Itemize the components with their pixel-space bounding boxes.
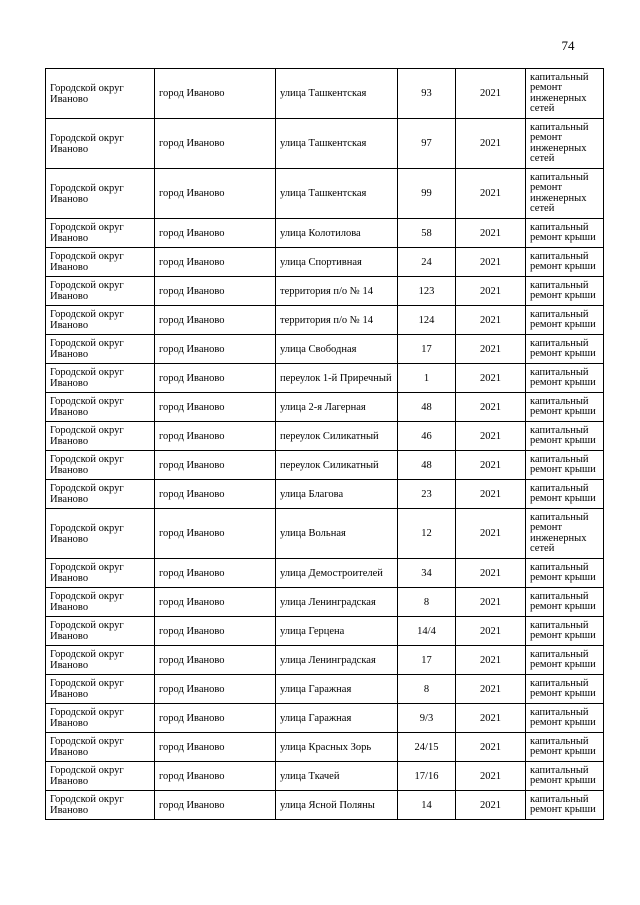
city-cell: город Иваново [155, 480, 276, 509]
year-cell: 2021 [456, 762, 526, 791]
street-cell: переулок Силикатный [276, 422, 398, 451]
work-type-cell: капитальный ремонт крыши [526, 480, 604, 509]
year-cell: 2021 [456, 704, 526, 733]
work-type-cell: капитальный ремонт инженерных сетей [526, 119, 604, 169]
street-cell: улица Спортивная [276, 248, 398, 277]
district-cell: Городской округ Иваново [46, 509, 155, 559]
district-cell: Городской округ Иваново [46, 219, 155, 248]
work-type-cell: капитальный ремонт крыши [526, 335, 604, 364]
house-cell: 8 [398, 675, 456, 704]
table-row [46, 704, 604, 733]
street-cell: улица Ташкентская [276, 169, 398, 219]
house-cell: 9/3 [398, 704, 456, 733]
district-cell: Городской округ Иваново [46, 646, 155, 675]
year-cell: 2021 [456, 169, 526, 219]
district-cell: Городской округ Иваново [46, 393, 155, 422]
table-row [46, 422, 604, 451]
table-row [46, 617, 604, 646]
street-cell: переулок Силикатный [276, 451, 398, 480]
year-cell: 2021 [456, 480, 526, 509]
city-cell: город Иваново [155, 306, 276, 335]
year-cell: 2021 [456, 69, 526, 119]
work-type-cell: капитальный ремонт инженерных сетей [526, 69, 604, 119]
district-cell: Городской округ Иваново [46, 364, 155, 393]
work-type-cell: капитальный ремонт крыши [526, 248, 604, 277]
house-cell: 48 [398, 393, 456, 422]
work-type-cell: капитальный ремонт крыши [526, 646, 604, 675]
street-cell: территория п/о № 14 [276, 277, 398, 306]
year-cell: 2021 [456, 422, 526, 451]
table-row [46, 733, 604, 762]
city-cell: город Иваново [155, 733, 276, 762]
house-cell: 124 [398, 306, 456, 335]
table-row [46, 559, 604, 588]
house-cell: 23 [398, 480, 456, 509]
year-cell: 2021 [456, 335, 526, 364]
street-cell: улица Гаражная [276, 675, 398, 704]
table-row [46, 364, 604, 393]
district-cell: Городской округ Иваново [46, 480, 155, 509]
district-cell: Городской округ Иваново [46, 733, 155, 762]
work-type-cell: капитальный ремонт инженерных сетей [526, 169, 604, 219]
street-cell: улица Красных Зорь [276, 733, 398, 762]
city-cell: город Иваново [155, 675, 276, 704]
house-cell: 17 [398, 646, 456, 675]
year-cell: 2021 [456, 451, 526, 480]
house-cell: 58 [398, 219, 456, 248]
city-cell: город Иваново [155, 69, 276, 119]
house-cell: 97 [398, 119, 456, 169]
work-type-cell: капитальный ремонт крыши [526, 422, 604, 451]
city-cell: город Иваново [155, 169, 276, 219]
city-cell: город Иваново [155, 791, 276, 820]
work-type-cell: капитальный ремонт крыши [526, 588, 604, 617]
table-row [46, 762, 604, 791]
house-cell: 12 [398, 509, 456, 559]
city-cell: город Иваново [155, 248, 276, 277]
district-cell: Городской округ Иваново [46, 119, 155, 169]
street-cell: улица Демостроителей [276, 559, 398, 588]
house-cell: 93 [398, 69, 456, 119]
district-cell: Городской округ Иваново [46, 69, 155, 119]
table-row [46, 588, 604, 617]
table-row [46, 393, 604, 422]
house-cell: 48 [398, 451, 456, 480]
page-number: 74 [561, 38, 575, 53]
city-cell: город Иваново [155, 277, 276, 306]
work-type-cell: капитальный ремонт крыши [526, 219, 604, 248]
street-cell: улица Ленинградская [276, 588, 398, 617]
table-row [46, 509, 604, 559]
district-cell: Городской округ Иваново [46, 169, 155, 219]
table-body [46, 69, 604, 820]
work-type-cell: капитальный ремонт крыши [526, 364, 604, 393]
city-cell: город Иваново [155, 219, 276, 248]
year-cell: 2021 [456, 248, 526, 277]
house-cell: 14/4 [398, 617, 456, 646]
house-cell: 34 [398, 559, 456, 588]
district-cell: Городской округ Иваново [46, 559, 155, 588]
district-cell: Городской округ Иваново [46, 675, 155, 704]
table-row [46, 306, 604, 335]
table-row [46, 451, 604, 480]
table-row [46, 277, 604, 306]
house-cell: 99 [398, 169, 456, 219]
year-cell: 2021 [456, 393, 526, 422]
year-cell: 2021 [456, 509, 526, 559]
year-cell: 2021 [456, 733, 526, 762]
district-cell: Городской округ Иваново [46, 791, 155, 820]
table-row [46, 646, 604, 675]
street-cell: улица Гаражная [276, 704, 398, 733]
house-cell: 14 [398, 791, 456, 820]
table-row [46, 248, 604, 277]
street-cell: территория п/о № 14 [276, 306, 398, 335]
table-row [46, 675, 604, 704]
district-cell: Городской округ Иваново [46, 335, 155, 364]
street-cell: переулок 1-й Приречный [276, 364, 398, 393]
street-cell: улица Ткачей [276, 762, 398, 791]
work-type-cell: капитальный ремонт крыши [526, 675, 604, 704]
work-type-cell: капитальный ремонт крыши [526, 617, 604, 646]
city-cell: город Иваново [155, 646, 276, 675]
street-cell: улица Ясной Поляны [276, 791, 398, 820]
table-row [46, 119, 604, 169]
street-cell: улица Колотилова [276, 219, 398, 248]
year-cell: 2021 [456, 791, 526, 820]
district-cell: Городской округ Иваново [46, 277, 155, 306]
city-cell: город Иваново [155, 704, 276, 733]
work-type-cell: капитальный ремонт крыши [526, 559, 604, 588]
work-type-cell: капитальный ремонт крыши [526, 277, 604, 306]
street-cell: улица Ташкентская [276, 119, 398, 169]
house-cell: 46 [398, 422, 456, 451]
house-cell: 123 [398, 277, 456, 306]
district-cell: Городской округ Иваново [46, 704, 155, 733]
work-type-cell: капитальный ремонт крыши [526, 393, 604, 422]
table-row [46, 335, 604, 364]
street-cell: улица Вольная [276, 509, 398, 559]
table-row [46, 69, 604, 119]
district-cell: Городской округ Иваново [46, 248, 155, 277]
city-cell: город Иваново [155, 422, 276, 451]
house-cell: 24/15 [398, 733, 456, 762]
table-row [46, 791, 604, 820]
city-cell: город Иваново [155, 393, 276, 422]
district-cell: Городской округ Иваново [46, 306, 155, 335]
year-cell: 2021 [456, 219, 526, 248]
street-cell: улица Благова [276, 480, 398, 509]
table-row [46, 219, 604, 248]
work-type-cell: капитальный ремонт крыши [526, 791, 604, 820]
street-cell: улица 2-я Лагерная [276, 393, 398, 422]
work-type-cell: капитальный ремонт крыши [526, 451, 604, 480]
district-cell: Городской округ Иваново [46, 762, 155, 791]
year-cell: 2021 [456, 559, 526, 588]
year-cell: 2021 [456, 675, 526, 704]
city-cell: город Иваново [155, 335, 276, 364]
repair-register-table [45, 68, 604, 820]
house-cell: 17/16 [398, 762, 456, 791]
year-cell: 2021 [456, 119, 526, 169]
district-cell: Городской округ Иваново [46, 617, 155, 646]
work-type-cell: капитальный ремонт крыши [526, 733, 604, 762]
house-cell: 1 [398, 364, 456, 393]
district-cell: Городской округ Иваново [46, 588, 155, 617]
house-cell: 8 [398, 588, 456, 617]
work-type-cell: капитальный ремонт крыши [526, 762, 604, 791]
work-type-cell: капитальный ремонт крыши [526, 306, 604, 335]
house-cell: 17 [398, 335, 456, 364]
city-cell: город Иваново [155, 364, 276, 393]
work-type-cell: капитальный ремонт крыши [526, 704, 604, 733]
work-type-cell: капитальный ремонт инженерных сетей [526, 509, 604, 559]
city-cell: город Иваново [155, 588, 276, 617]
city-cell: город Иваново [155, 509, 276, 559]
street-cell: улица Ленинградская [276, 646, 398, 675]
house-cell: 24 [398, 248, 456, 277]
year-cell: 2021 [456, 617, 526, 646]
street-cell: улица Герцена [276, 617, 398, 646]
year-cell: 2021 [456, 646, 526, 675]
city-cell: город Иваново [155, 451, 276, 480]
district-cell: Городской округ Иваново [46, 451, 155, 480]
city-cell: город Иваново [155, 762, 276, 791]
year-cell: 2021 [456, 364, 526, 393]
district-cell: Городской округ Иваново [46, 422, 155, 451]
street-cell: улица Свободная [276, 335, 398, 364]
city-cell: город Иваново [155, 617, 276, 646]
city-cell: город Иваново [155, 119, 276, 169]
year-cell: 2021 [456, 588, 526, 617]
table-row [46, 169, 604, 219]
table-row [46, 480, 604, 509]
city-cell: город Иваново [155, 559, 276, 588]
street-cell: улица Ташкентская [276, 69, 398, 119]
year-cell: 2021 [456, 277, 526, 306]
year-cell: 2021 [456, 306, 526, 335]
